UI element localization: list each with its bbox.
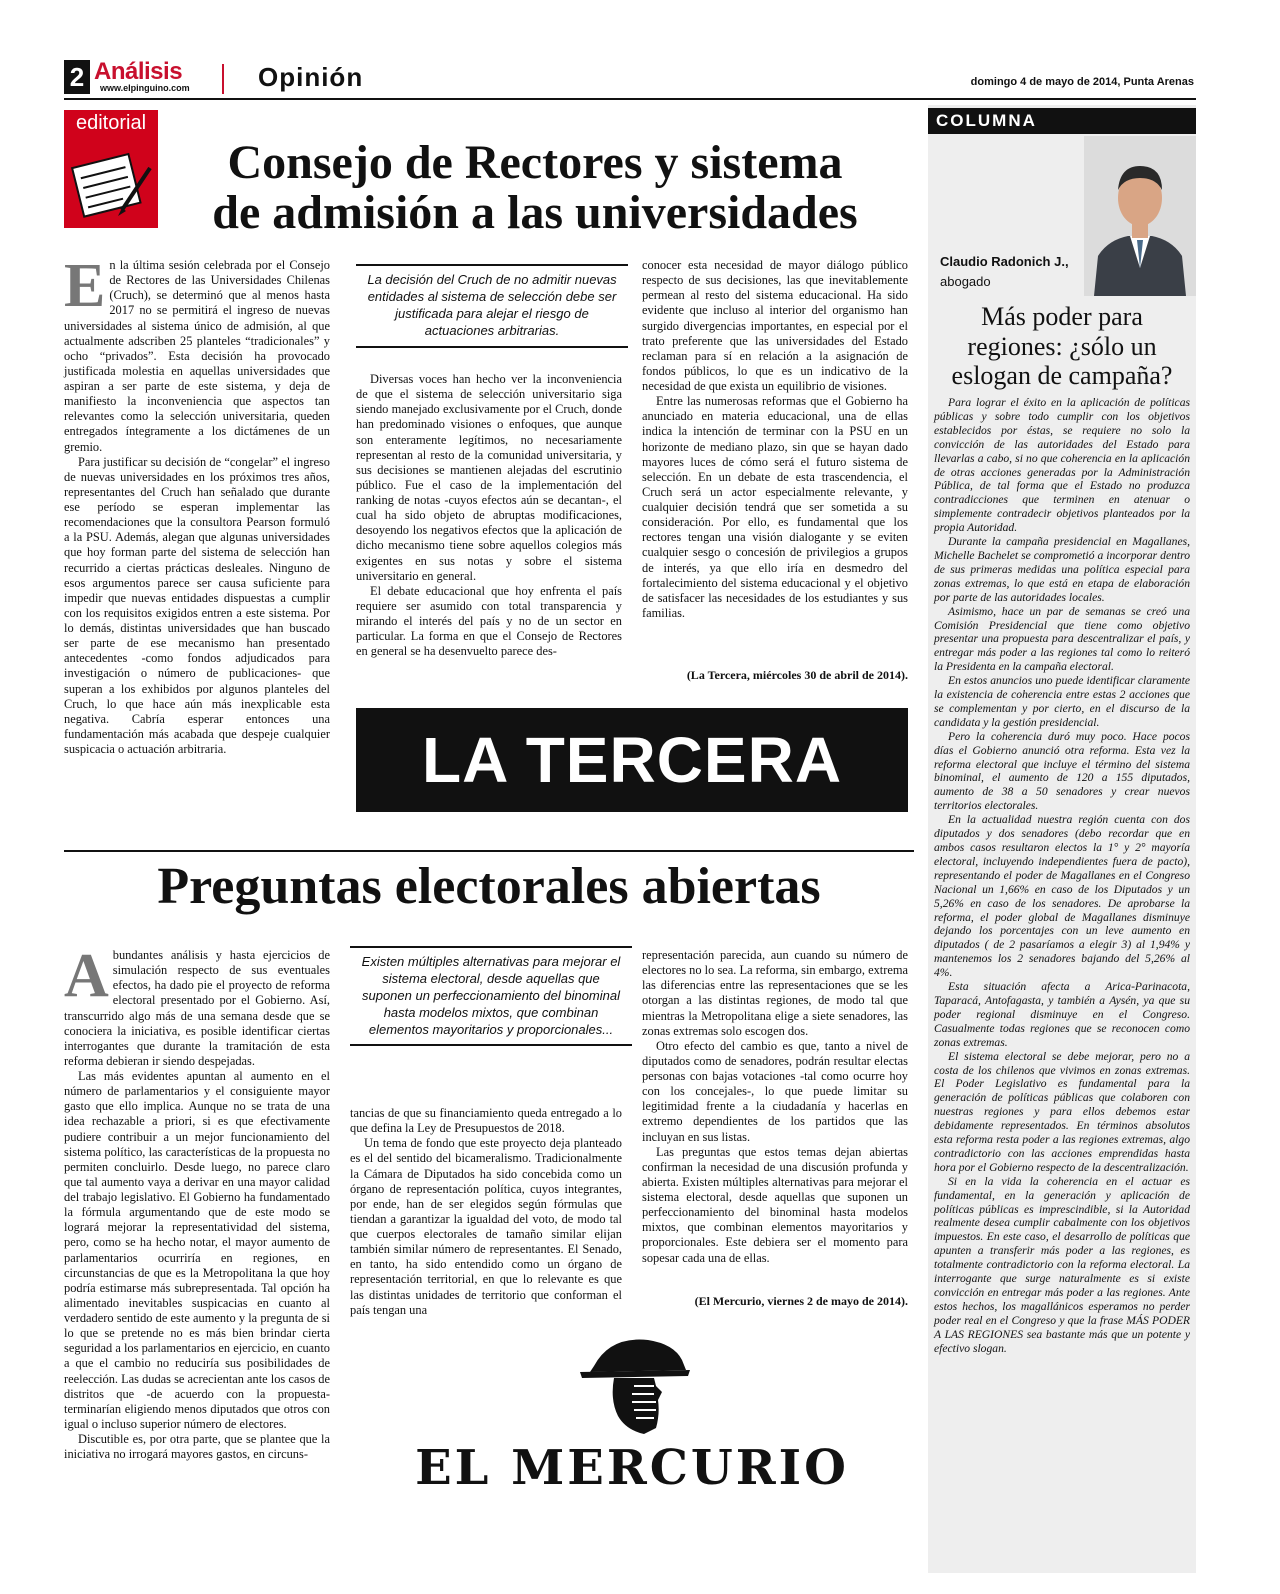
paragraph: Esta situación afecta a Arica-Parinacota, Taparacá, Antofagasta, y también a Aysén, ya que su poder regional disminuye en el Congreso. Casualmente todas regiones que se reconocen como zonas extremas. [934,980,1190,1049]
paragraph: Para lograr el éxito en la aplicación de políticas públicas y sobre todo cumplir con los objetivos establecidos por éstas, se requiere no solo la convicción de las autoridades del Estado para llevarlas a cabo, si no que coherencia en la aplicación de otras acciones generadas por la Administración Pública, de tal forma que el Estado no produzca contradicciones que terminen en atenuar o simplemente contradecir objetivos planteados por la propia Autoridad. [934,396,1190,535]
editorial2-column-3 [642,948,908,1266]
header-separator [222,64,224,94]
paragraph: Un tema de fondo que este proyecto deja planteado es el del sentido del bicameralismo. Tradicionalmente la Cámara de Diputados ha sido concebida como un órgano de representación política, cuyos integrantes, por ende, han de ser elegidos según fórmulas que tiendan a garantizar la igualdad del voto, de modo tal que cuerpos electorales de tamaño similar elijan también similar número de representantes. El Senado, en tanto, ha sido entendido como un órgano de representación territorial, en que lo relevante es que las distintas unidades de territorio que conforman el país tengan una [350,1136,622,1317]
column-author-role: abogado [940,274,991,289]
section-title: Opinión [258,62,364,92]
dateline: domingo 4 de mayo de 2014, Punta Arenas [970,76,1194,88]
editorial-label: editorial [75,112,147,134]
page-number: 2 [64,60,90,94]
section-divider [64,850,914,852]
paragraph: Entre las numerosas reformas que el Gobierno ha anunciado en materia educacional, una de ellas indica la intención de terminar con la PSU en un horizonte de mediano plazo, sin que se hayan dado mayores luces de cómo será el futuro sistema de selección. En un debate de esta trascendencia, el Cruch será un actor especialmente relevante, y cualquier decisión tendrá que ser sometida a su consideración. Por ello, es fundamental que los rectores tengan una visión dialogante y se eviten cualquier sesgo o concesión de privilegios a grupos de interés, ya que ello iría en desmedro del fortalecimiento del sistema educacional y el objetivo de satisfacer las necesidades de los estudiantes y sus familias. [642,394,908,620]
source-citation: (La Tercera, miércoles 30 de abril de 2014). [686,668,908,682]
column-label: COLUMNA [928,108,1196,134]
dropcap: E [64,252,106,320]
header-rule [64,98,1196,100]
editorial2-headline: Preguntas electorales abiertas [157,858,821,915]
paragraph: representación parecida, aun cuando su número de electores no lo sea. La reforma, sin embargo, extrema las diferencias entre las representaciones que se les otorgan a las distintas regiones, de modo tal que mientras la Metropolitana elige a siete senadores, las zonas extremas solo escogen dos. [642,948,908,1038]
headline-line-1: Consejo de Rectores y sistema [227,136,843,189]
source-citation: (El Mercurio, viernes 2 de mayo de 2014). [694,1294,908,1308]
paragraph: El debate educacional que hoy enfrenta el país requiere ser asumido con total transparencia y mirando el interés del país y no de un sector en particular. La forma en que el Consejo de Rectores en general se ha desenvuelto parece des- [356,583,622,659]
paragraph: Pero la coherencia duró muy poco. Hace pocos días el Gobierno anunció otra reforma. Esta vez la reforma electoral que incluye el término del sistema binominal, el aumento de 120 a 155 diputados, aumento de 38 a 50 senadores y crear nuevos territorios electorales. [934,729,1190,813]
paragraph: Las preguntas que estos temas dejan abiertas confirman la necesidad de una discusión profunda y abierta. Existen múltiples alternativas para mejorar el sistema electoral, desde aquellas que suponen un perfeccionamiento del binominal hasta modelos mixtos, que combinan elementos mayoritarios y proporcionales. Este debiera ser el momento para sopesar cada una de ellas. [642,1144,908,1265]
editorial2-column-2 [350,1106,622,1318]
la-tercera-logo: LA TERCERA [356,708,908,812]
paragraph: Asimismo, hace un par de semanas se creó una Comisión Presidencial que tiene como objetivo presentar una propuesta para descentralizar el país, y entregar más poder a las regiones tal como lo reiteró la Presidenta en la campaña electoral. [934,604,1190,674]
editorial-column-1 [64,252,330,757]
pullquote: La decisión del Cruch de no admitir nuevas entidades al sistema de selección debe ser justificada para alejar el riesgo de actuaciones arbitrarias. [356,264,628,348]
paragraph: Las más evidentes apuntan al aumento en el número de parlamentarios y el consiguiente mayor gasto que ello implica. Aunque no se trata de una idea rechazable a priori, si es que efectivamente pudiere contribuir a un mejor funcionamiento del sistema político, las características de la propuesta no permiten concluirlo. Desde luego, no parece claro que tal aumento vaya a derivar en una mayor calidad del trabajo legislativo. El Gobierno ha fundamentado la fórmula argumentando que de este modo se logrará mejorar la representatividad del sistema, pero, como se ha hecho notar, el mayor aumento de parlamentarios ocurriría en regiones, en circunstancias de que es la Metropolitana la que hoy podría estimarse más subrepresentada. Tal opción ha alimentado inevitables suspicacias en cuanto al verdadero sentido de este aumento y la pregunta de si lo que se pretende no es más bien brindar cierta seguridad a los parlamentarios en ejercicio, en cuanto a que el cambio no reduciría sus posibilidades de reelección. Las dudas se acrecientan ante los casos de distritos que -de acuerdo con la propuesta- terminarían eligiendo menos diputados que otros con igual o incluso superior número de electores. [64,1069,330,1431]
paragraph: Diversas voces han hecho ver la inconveniencia de que el sistema de selección universitario siga siendo manejado exclusivamente por el Cruch, donde han predominado visiones o enfoques, que aunque son enteramente legítimos, no necesariamente representan al resto de la comunidad universitaria, y sus decisiones se mantienen alejadas del escrutinio público. Fue el caso de la implementación del ranking de notas -cuyos efectos aún se decantan-, el cual ha sido objeto de abruptas modificaciones, desoyendo los negativos efectos que la aplicación de dicho mecanismo tiene sobre aquellos colegios más exigentes en sus notas y sobre el sistema universitario en general. [356,372,622,583]
paragraph: n la última sesión celebrada por el Consejo de Rectores de las Universidades Chilenas (Cruch), se determinó que al menos hasta 2017 no se permitirá el ingreso de nuevas universidades al sistema único de admisión, al que actualmente adscriben 25 planteles “tradicionales” y ocho “privados”. Esta decisión ha provocado justificada molestia en aquellas universidades que aspiran a ser parte de este sistema, y deja de manifiesto la inconveniencia que aspectos tan relevantes como la selección universitaria, queden entregados íntegramente a los dictámenes de un gremio. [64,258,330,454]
paragraph: Si en la vida la coherencia en el actuar es fundamental, en la generación y aplicación de políticas públicas es imprescindible, si la Autoridad realmente desea cumplir cabalmente con los objetivos impuestos. En este caso, el desarrollo de políticas que apunten a transferir más poder a las regiones, es totalmente contradictorio con la reforma electoral. La interrogante que surge naturalmente es si existe convicción en entregar más poder a las regiones. Ante estos hechos, los magallánicos esperamos no perder poder real en el Congreso y que la frase MÁS PODER A LAS REGIONES sea bastante más que un potente y efectivo slogan. [934,1174,1190,1355]
editorial2-column-1 [64,942,330,1462]
paragraph: El sistema electoral se debe mejorar, pero no a costa de los chilenos que vivimos en zonas extremas. El Poder Legislativo es fundamental para la generación de políticas públicas que colaboren con nuestras regiones y para ellos debemos estar debidamente representados. En términos absolutos esta reforma resta poder a las regiones extremas, algo contradictorio con las acciones emprendidas hasta hora por el Gobierno respecto de la descentralización. [934,1049,1190,1174]
paragraph: conocer esta necesidad de mayor diálogo público respecto de sus decisiones, las que inevitablemente permean al resto del sistema educacional. Ha sido evidente que incluso al interior del organismo han surgido divergencias importantes, en especial por el trato preferente que las universidades del Estado reclaman para sí en relación a la asignación de fondos públicos, lo que es un indicativo de la necesidad de que exista un equilibrio de visiones. [642,258,908,393]
column-title: Más poder para regiones: ¿sólo un eslogan de campaña? [951,302,1173,391]
dropcap: A [64,942,109,1010]
brand-url: www.elpinguino.com [100,83,190,93]
column-body [934,396,1190,1356]
pullquote: Existen múltiples alternativas para mejorar el sistema electoral, desde aquellas que suponen un perfeccionamiento del binominal hasta modelos mixtos, que combinan elementos mayoritarios y proporcionales... [350,946,632,1046]
paragraph: Discutible es, por otra parte, que se plantee que la iniciativa no irrogará mayores gastos, en circuns- [64,1432,330,1462]
paragraph: Para justificar su decisión de “congelar” el ingreso de nuevas universidades en los próximos tres años, representantes del Cruch han señalado que durante ese período se esperan implementar las recomendaciones que la consultora Pearson formuló a la PSU. Además, alegan que algunas universidades que hoy forman parte del sistema de selección han recurrido a ciertas prácticas desleales. Ninguno de esos argumentos parece ser causa suficiente para impedir que nuevas entidades dispuestas a cumplir con los requisitos exigidos entren a este sistema. Por lo demás, distintas universidades que han buscado ser parte de ese mecanismo han presentado antecedentes -como fondos adjudicados para investigación o número de publicaciones- que superan a los exhibidos por algunos planteles del Cruch, lo que hace aún más inexplicable esta negativa. Cabría esperar entonces una fundamentación más acabada que despeje cualquier suspicacia o actuación arbitraria. [64,454,330,756]
editorial-column-3 [642,258,908,621]
author-photo [1084,136,1196,296]
paragraph: Otro efecto del cambio es que, tanto a nivel de diputados como de senadores, podrán resultar electas personas con bajas votaciones -tal como ocurre hoy con los concejales-, lo que puede limitar su legitimidad frente a la ciudadanía y hacerlas en extremo dependientes de los partidos que las incluyan en sus listas. [642,1038,908,1144]
el-mercurio-logo: EL MERCURIO [415,1440,849,1496]
paragraph: En estos anuncios uno puede identificar claramente la existencia de coherencia entre estas 2 acciones que se complementan y por cierto, en el discurso de la candidata y la gestión presidencial. [934,674,1190,729]
brand-logo: Análisis [94,58,183,85]
editorial-column-2 [356,372,622,659]
column-author: Claudio Radonich J., [940,254,1069,269]
headline-line-2: de admisión a las universidades [212,186,858,240]
paragraph: En la actualidad nuestra región cuenta con dos diputados y dos senadores (debo recordar que en ambos casos resultaron electos la 1° y 2° mayoría electoral, incluyendo independientes fuera de pacto), representando el poder de Magallanes en el Congreso Nacional un 1,66% en caso de los Diputados y un 5,26% en caso de los senadores. De aprobarse la reforma, el poder global de Magallanes disminuye dejando los porcentajes con un leve aumento en diputados ( de 2 pasaríamos a elegir 3) al 1,94% y mantenemos los 2 senadores bajando del 5,26% al 4%. [934,813,1190,980]
el-mercurio-mascot-icon [570,1330,700,1440]
editorial-headline [170,138,900,239]
paragraph: Durante la campaña presidencial en Magallanes, Michelle Bachelet se comprometió a incorporar dentro de sus primeras medidas una política especial para zonas extremas, lo que está en etapa de elaboración por parte de las autoridades locales. [934,535,1190,604]
paragraph: bundantes análisis y hasta ejercicios de simulación respecto de sus eventuales efectos, ha dado pie el proyecto de reforma electoral presentado por el Gobierno. Así, transcurrido algo más de una semana desde que se conociera la iniciativa, es posible identificar ciertas interrogantes que durante la tramitación de esta reforma debieran ir siendo despejadas. [64,948,330,1068]
paragraph: tancias de que su financiamiento queda entregado a lo que defina la Ley de Presupuestos de 2018. [350,1106,622,1136]
